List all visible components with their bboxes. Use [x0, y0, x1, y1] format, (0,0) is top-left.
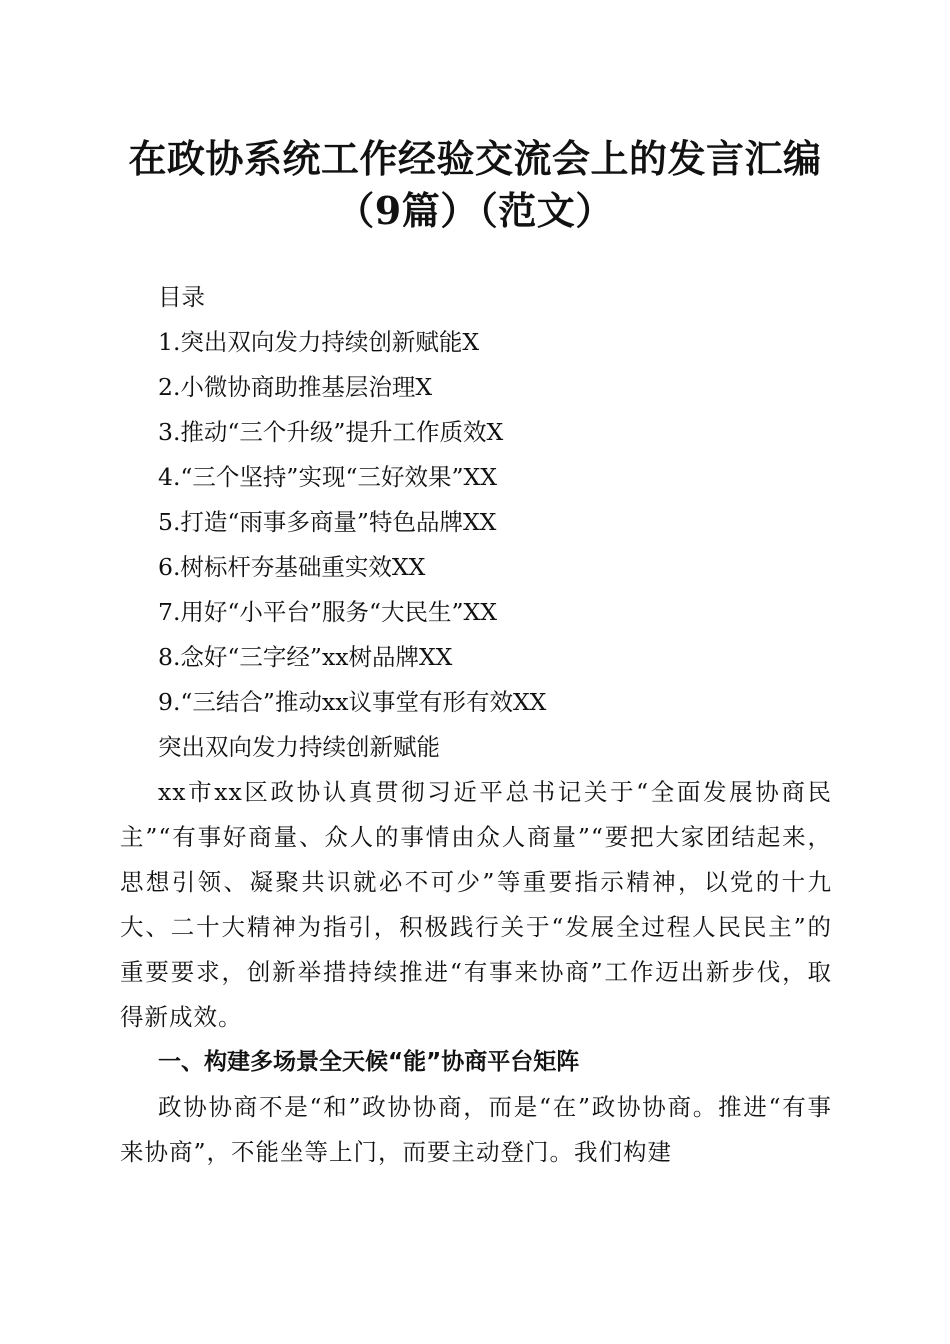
toc-item: 3.推动“三个升级”提升工作质效X [158, 418, 504, 446]
body-paragraph: 政协协商不是“和”政协协商，而是“在”政协协商。推进“有事来协商”，不能坐等上门，而要主动登门。我们构建 [120, 1093, 832, 1166]
toc-item: 9.“三结合”推动xx议事堂有形有效XX [158, 688, 547, 716]
document-title: 在政协系统工作经验交流会上的发言汇编（9篇）（范文） [128, 136, 822, 233]
section-heading: 一、构建多场景全天候“能”协商平台矩阵 [158, 1049, 580, 1075]
toc-item: 1.突出双向发力持续创新赋能X [158, 328, 480, 356]
toc-label: 目录 [158, 283, 205, 311]
toc-item: 2.小微协商助推基层治理X [158, 373, 433, 401]
section-title: 突出双向发力持续创新赋能 [158, 733, 440, 761]
toc-item: 6.树标杆夯基础重实效XX [158, 553, 426, 581]
toc-item: 5.打造“雨事多商量”特色品牌XX [158, 508, 497, 536]
document-body [120, 275, 832, 1175]
toc-item: 7.用好“小平台”服务“大民生”XX [158, 598, 497, 626]
toc-item: 4.“三个坚持”实现“三好效果”XX [158, 463, 497, 491]
toc-item: 8.念好“三字经”xx树品牌XX [158, 643, 453, 671]
toc-list [120, 320, 832, 725]
intro-paragraph: xx市xx区政协认真贯彻习近平总书记关于“全面发展协商民主”“有事好商量、众人的事情由众人商量”“要把大家团结起来，思想引领、凝聚共识就必不可少”等重要指示精神，以党的十九大、二十大精神为指引，积极践行关于“发展全过程人民民主”的重要要求，创新举措持续推进“有事来协商”工作迈出新步伐，取得新成效。 [120, 778, 832, 1031]
